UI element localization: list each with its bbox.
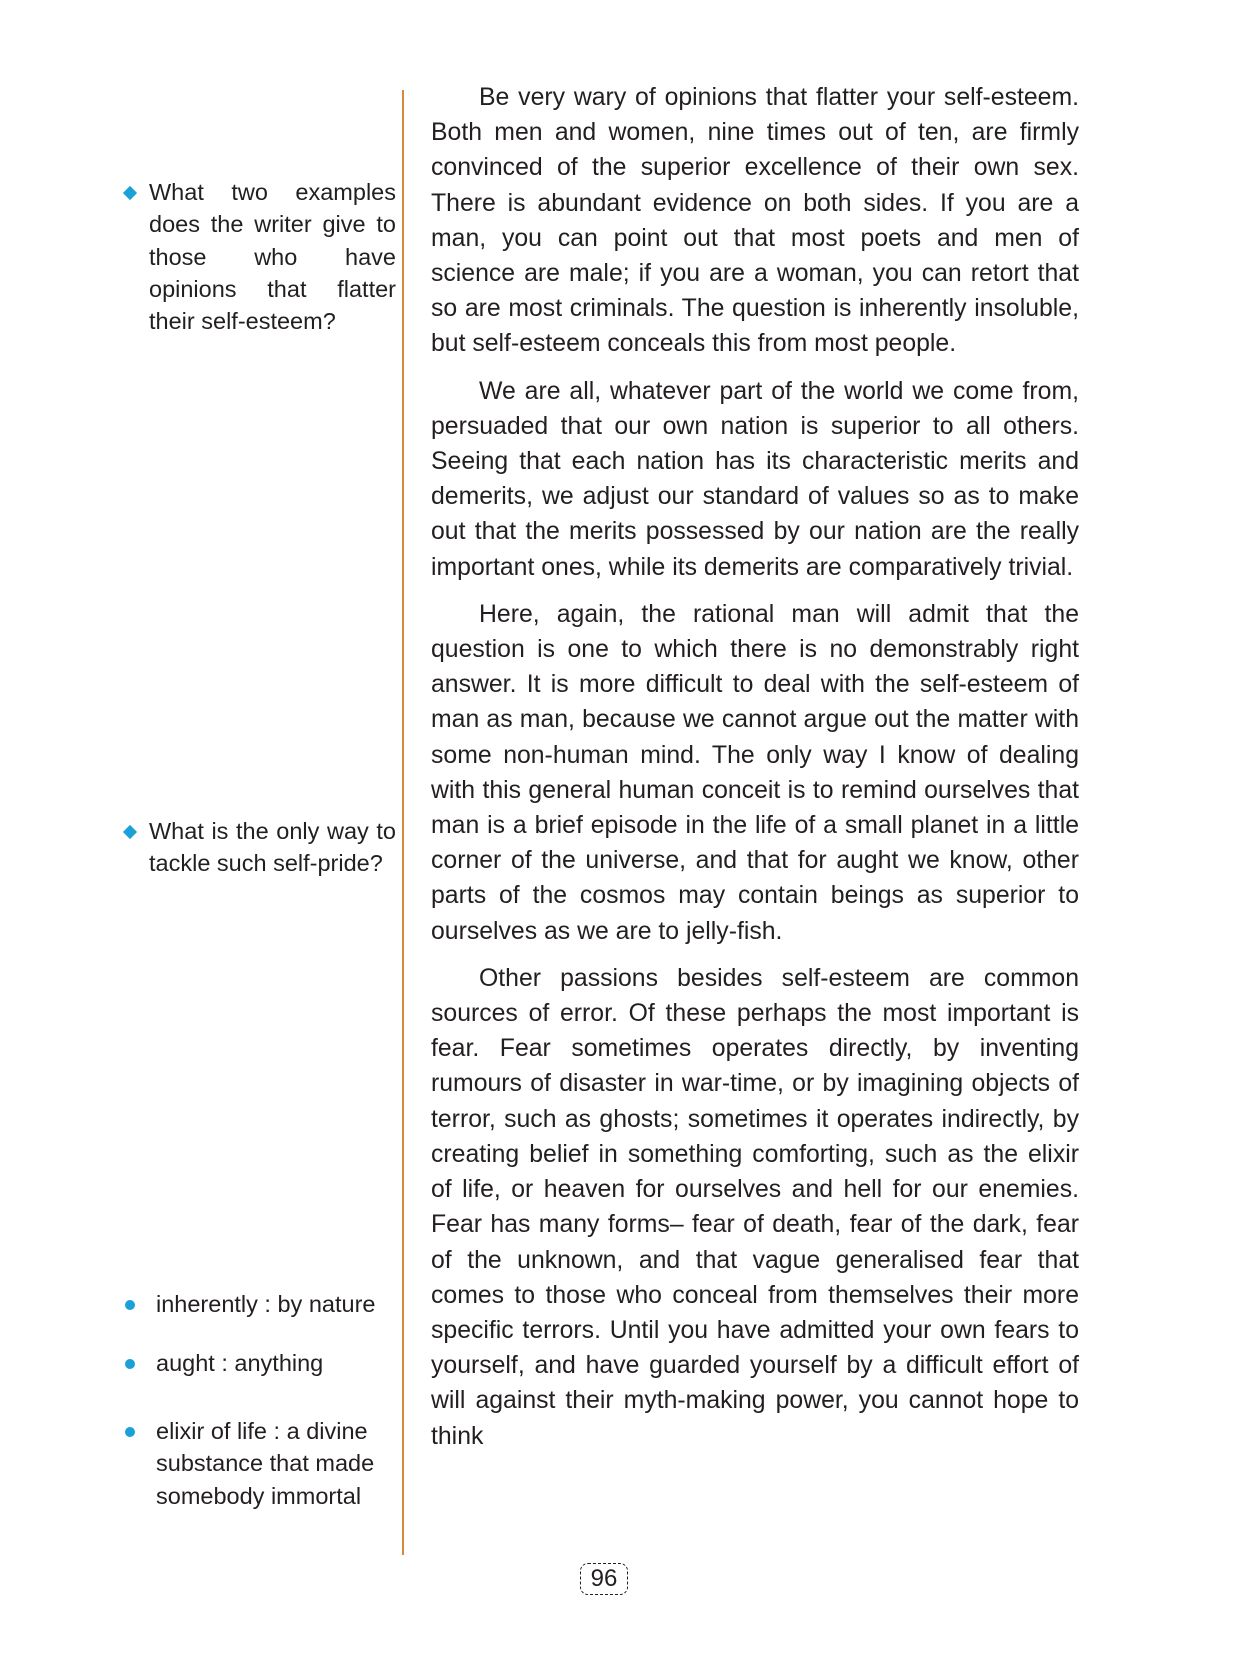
dot-bullet-icon [125,1359,135,1369]
margin-question-text: What two examples does the writer give to those who have opinions that flatter their self-esteem? [149,179,396,335]
dot-bullet-icon [125,1427,135,1437]
paragraph: Be very wary of opinions that flatter your self-esteem. Both men and women, nine times out of ten, are firmly convinced of the superior excellence of their own sex. There is abundant evidence on both sides. If you are a man, you can point out that most poets and men of science are male; if you are a woman, you can retort that so are most criminals. The question is inherently insoluble, but self-esteem conceals this from most people. [431,84,1079,358]
margin-question-text: What is the only way to tackle such self-pride? [149,818,396,877]
paragraph: We are all, whatever part of the world we come from, persuaded that our own nation is superior to all others. Seeing that each nation has its characteristic merits and demerits, we adjust our standard of values so as to make out that the merits possessed by our nation are the really important ones, while its demerits are comparatively trivial. [431,377,1079,581]
main-text [431,80,1079,1454]
paragraph: Here, again, the rational man will admit that the question is one to which there is no demonstrably right answer. It is more difficult to deal with the self-esteem of man as man, because we cannot argue out the matter with some non-human mind. The only way I know of dealing with this general human conceit is to remind ourselves that man is a brief episode in the life of a small planet in a little corner of the universe, and that for aught we know, other parts of the cosmos may contain beings as superior to ourselves as we are to jelly-fish. [431,600,1079,945]
glossary-item [122,1288,402,1320]
glossary-text: inherently : by nature [156,1291,376,1317]
paragraph: Other passions besides self-esteem are common sources of error. Of these perhaps the most important is fear. Fear sometimes operates directly, by inventing rumours of disaster in war-time, or by imagining objects of terror, such as ghosts; sometimes it operates indirectly, by creating belief in something comforting, such as the elixir of life, or heaven for ourselves and hell for our enemies. Fear has many forms– fear of death, fear of the dark, fear of the unknown, and that vague generalised fear that comes to those who conceal from themselves their more specific terrors. Until you have admitted your own fears to yourself, and have guarded yourself by a difficult effort of will against their myth-making power, you cannot hope to think [431,964,1079,1450]
glossary-text: aught : anything [156,1350,324,1376]
glossary-text: elixir of life : a divine substance that made somebody immortal [156,1418,375,1509]
glossary-item [122,1347,402,1379]
margin-question [122,176,396,337]
page-number: 96 [580,1563,628,1595]
glossary-item [122,1415,392,1512]
margin-question [122,815,396,880]
dot-bullet-icon [125,1300,135,1310]
column-divider [402,90,404,1555]
